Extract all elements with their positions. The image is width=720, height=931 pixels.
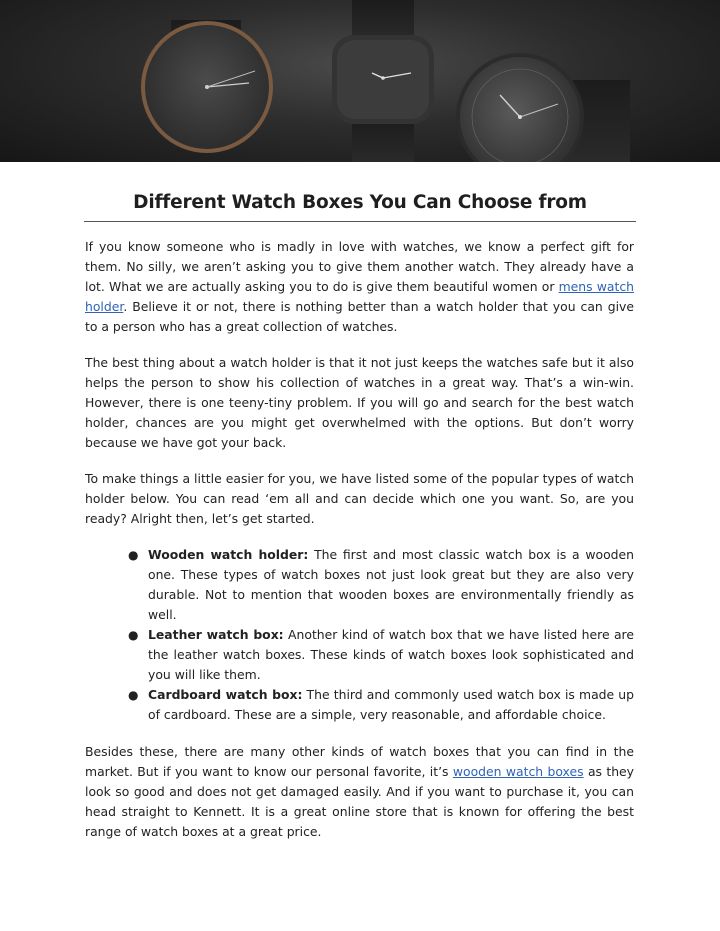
article: [0, 162, 720, 842]
paragraph-intro: [85, 237, 634, 337]
paragraph-conclusion-text-2: as they look so good and does not get damaged easily. And if you want to purchase it, you can head straight to Kennett. It is a great online store that is known for offering the best range of watch boxes at a great price.: [85, 764, 635, 839]
middle-watch: [332, 0, 434, 162]
bullet-icon: ●: [128, 548, 139, 562]
list-item: [128, 685, 635, 725]
list-item: [128, 545, 634, 625]
paragraph-intro-text-1: If you know someone who is madly in love with watches, we know a perfect gift for them. No silly, we aren’t asking you to give them another watch. They already have a lot. What we are actually asking you to do is give them beautiful women or: [85, 239, 634, 294]
article-title: Different Watch Boxes You Can Choose from: [133, 192, 587, 213]
list-item-label: Leather watch box:: [148, 627, 284, 642]
paragraph-conclusion-text-1: Besides these, there are many other kinds of watch boxes that you can find in the market. But if you want to know our personal favorite, it’s: [85, 744, 634, 779]
watches-illustration: [0, 0, 720, 162]
list-item-text: The third and commonly used watch box is made up of cardboard. These are a simple, very reasonable, and affordable choice.: [148, 687, 635, 722]
mens-watch-holder-link[interactable]: mens watch holder: [85, 279, 634, 314]
list-item-text: Another kind of watch box that we have listed here are the leather watch boxes. These kinds of watch boxes look sophisticated and you will like them.: [148, 627, 634, 682]
list-item-text: The first and most classic watch box is a wooden one. These types of watch boxes not just look great but they are also very durable. Not to mention that wooden boxes are environmentally friendly as well.: [148, 547, 634, 622]
watch-box-types-list: [128, 545, 635, 725]
list-item-label: Wooden watch holder:: [148, 547, 309, 562]
bullet-icon: ●: [128, 688, 139, 702]
left-watch: [141, 20, 273, 153]
hero-image: [0, 0, 720, 162]
list-item-label: Cardboard watch box:: [148, 687, 303, 702]
paragraph-intro-text-2: . Believe it or not, there is nothing better than a watch holder that you can give to a person who has a great collection of watches.: [85, 299, 634, 334]
title-divider: [84, 221, 636, 222]
wooden-watch-boxes-link[interactable]: wooden watch boxes: [452, 764, 584, 779]
bullet-icon: ●: [128, 628, 139, 642]
list-item: [128, 625, 634, 685]
paragraph-benefits: The best thing about a watch holder is that it not just keeps the watches safe but it also helps the person to show his collection of watches in a great way. That’s a win-win. However, there is one teeny-tiny problem. If you will go and search for the best watch holder, chances are you might get overwhelmed with the options. But don’t worry because we have got your back.: [85, 355, 634, 450]
paragraph-conclusion: [85, 742, 634, 842]
paragraph-listing-intro: To make things a little easier for you, we have listed some of the popular types of watch holder below. You can read ‘em all and can decide which one you want. So, are you ready? Alright then, let’s get started.: [85, 471, 634, 526]
right-watch: [456, 53, 630, 162]
